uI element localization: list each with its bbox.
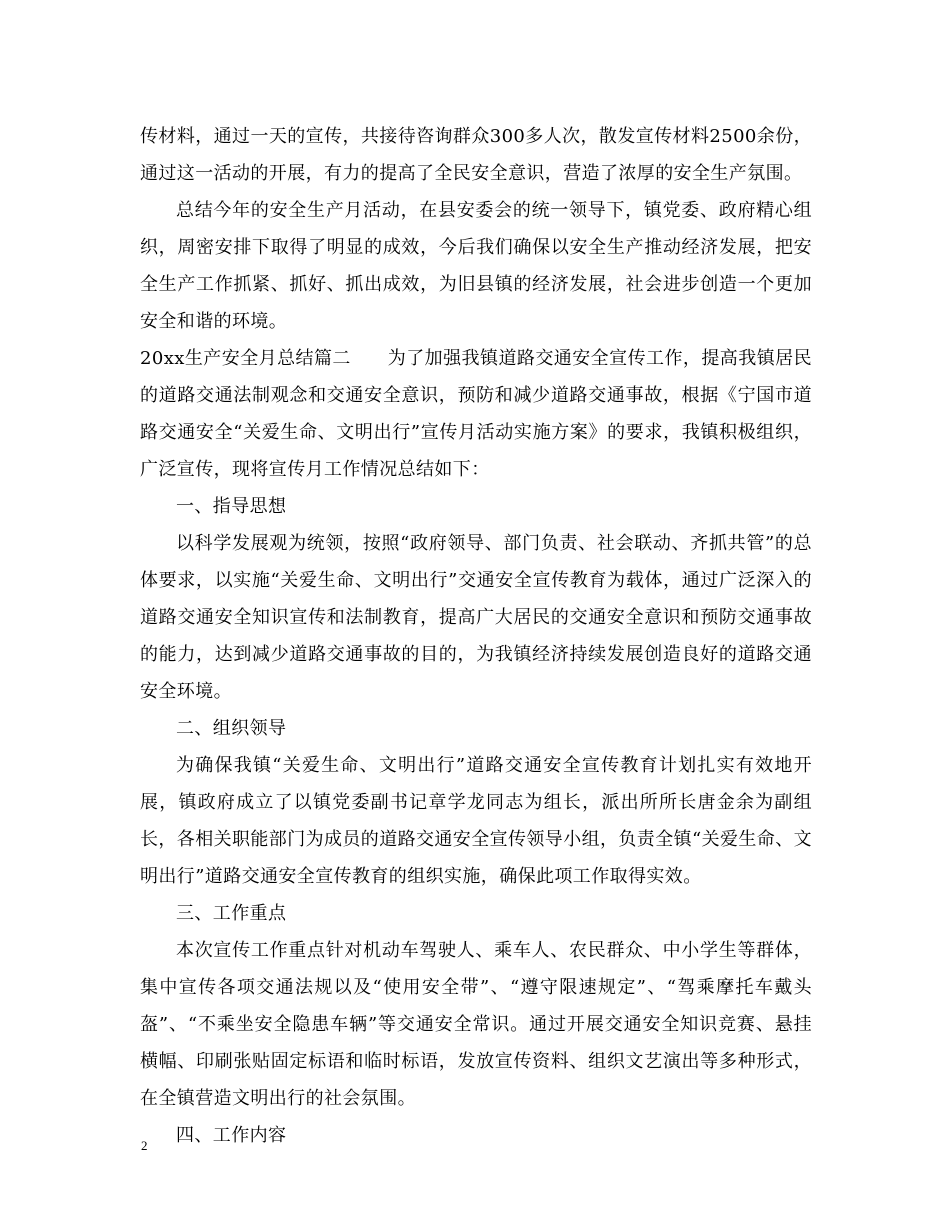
paragraph-6: 本次宣传工作重点针对机动车驾驶人、乘车人、农民群众、中小学生等群体，集中宣传各项交通法规以及“使用安全带”、“遵守限速规定”、“驾乘摩托车戴头盔”、“不乘坐安全隐患车辆”等交通安全常识。通过开展交通安全知识竞赛、悬挂横幅、印刷张贴固定标语和临时标语，发放宣传资料、组织文艺演出等多种形式，在全镇营造文明出行的社会氛围。: [140, 940, 812, 1109]
paragraph-2: 总结今年的安全生产月活动，在县安委会的统一领导下，镇党委、政府精心组织，周密安排下取得了明显的成效，今后我们确保以安全生产推动经济发展，把安全生产工作抓紧、抓好、抓出成效，为旧县镇的经济发展，社会进步创造一个更加安全和谐的环境。: [140, 200, 812, 332]
paragraph-4: 以科学发展观为统领，按照“政府领导、部门负责、社会联动、齐抓共管”的总体要求，以实施“关爱生命、文明出行”交通安全宣传教育为载体，通过广泛深入的道路交通安全知识宣传和法制教育，提高广大居民的交通安全意识和预防交通事故的能力，达到减少道路交通事故的目的，为我镇经济持续发展创造良好的道路交通安全环境。: [140, 533, 812, 702]
paragraph-5: 为确保我镇“关爱生命、文明出行”道路交通安全宣传教育计划扎实有效地开展，镇政府成立了以镇党委副书记章学龙同志为组长，派出所所长唐金余为副组长，各相关职能部门为成员的道路交通安全宣传领导小组，负责全镇“关爱生命、文明出行”道路交通安全宣传教育的组织实施，确保此项工作取得实效。: [140, 755, 812, 887]
paragraph-1: 传材料，通过一天的宣传，共接待咨询群众300多人次，散发宣传材料2500余份，通过这一活动的开展，有力的提高了全民安全意识，营造了浓厚的安全生产氛围。: [140, 126, 812, 184]
section-heading-3: 三、工作重点: [176, 903, 287, 924]
paragraph-3: 20xx生产安全月总结篇二 为了加强我镇道路交通安全宣传工作，提高我镇居民的道路交通法制观念和交通安全意识，预防和减少道路交通事故，根据《宁国市道路交通安全“关爱生命、文明出行”宣传月活动实施方案》的要求，我镇积极组织，广泛宣传，现将宣传月工作情况总结如下：: [140, 348, 812, 480]
section-heading-4: 四、工作内容: [176, 1125, 287, 1146]
page-number: 2: [141, 1138, 148, 1153]
section-heading-2: 二、组织领导: [176, 718, 287, 739]
document-body: [140, 118, 812, 1154]
section-heading-1: 一、指导思想: [176, 496, 287, 517]
